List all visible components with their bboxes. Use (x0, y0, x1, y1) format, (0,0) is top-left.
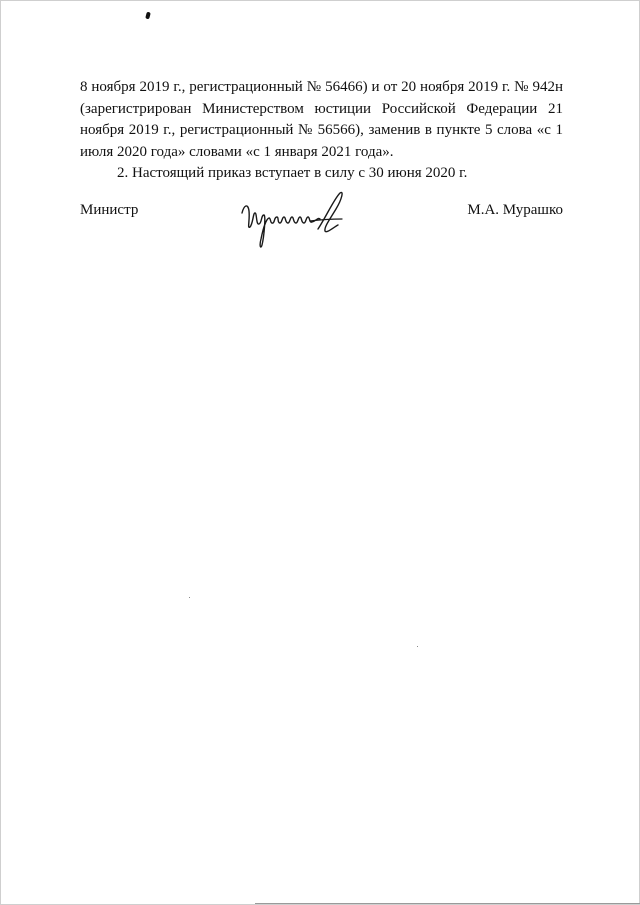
continued-paragraph: 8 ноября 2019 г., регистрационный № 56466) и от 20 ноября 2019 г. № 942н (зарегистрирован Министерством юстиции Российской Федерации 21 ноября 2019 г., регистрационный № 56566), заменив в пункте 5 слова «с 1 июля 2020 года» словами «с 1 января 2021 года». (80, 79, 563, 160)
scan-speck (417, 646, 418, 647)
document-body (80, 77, 563, 185)
scan-speck (189, 597, 190, 598)
page-edge-line (255, 903, 640, 904)
signatory-name: М.А. Мурашко (467, 202, 563, 218)
signature-block (80, 202, 563, 262)
signatory-position: Министр (80, 202, 139, 218)
handwritten-signature-icon (238, 189, 354, 251)
effective-date-paragraph: 2. Настоящий приказ вступает в силу с 30 июня 2020 г. (117, 165, 468, 181)
